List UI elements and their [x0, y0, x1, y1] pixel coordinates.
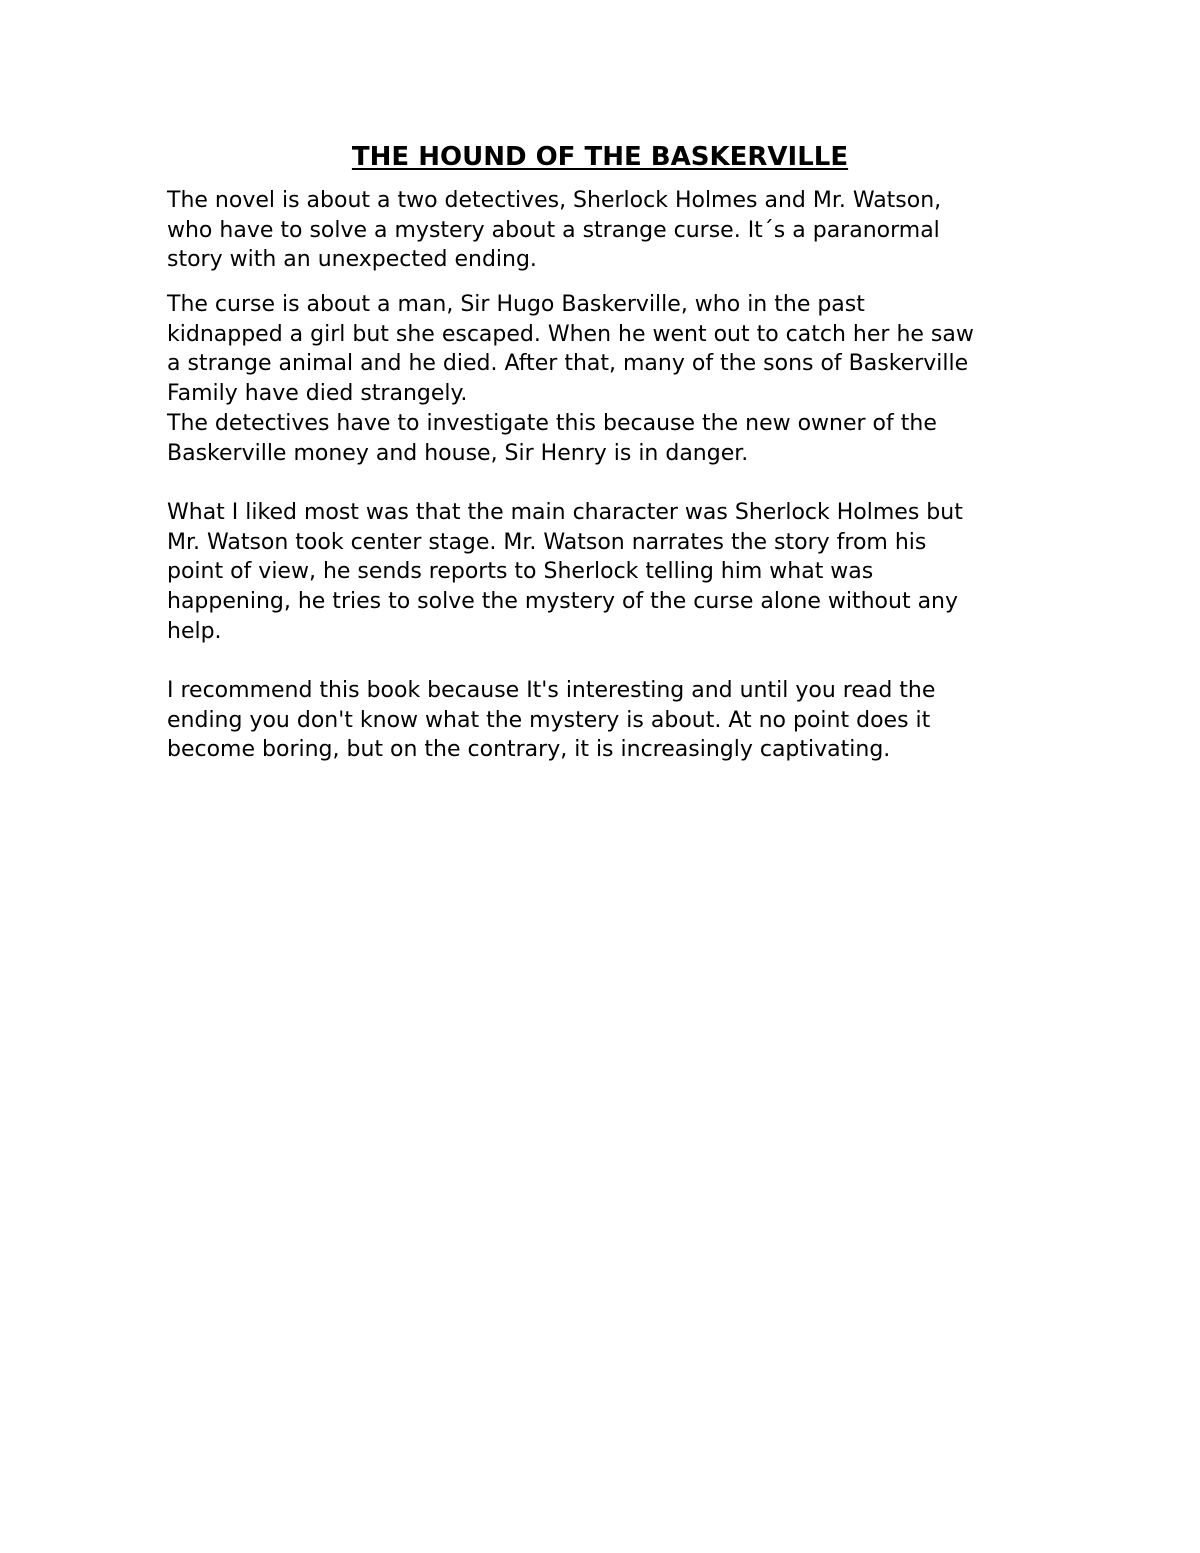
paragraph-line: I recommend this book because It's interesting and until you read the [167, 678, 936, 703]
paragraph-line: Family have died strangely. [167, 381, 468, 407]
paragraph-line: point of view, he sends reports to Sherlock telling him what was [167, 559, 874, 585]
paragraph-1 [167, 186, 1047, 275]
paragraph-line: kidnapped a girl but she escaped. When he went out to catch her he saw [167, 321, 974, 347]
paragraph-4 [167, 676, 1047, 765]
paragraph-line: become boring, but on the contrary, it is increasingly captivating. [167, 737, 891, 763]
paragraph-line: story with an unexpected ending. [167, 247, 537, 273]
paragraph-line: The detectives have to investigate this because the new owner of the [167, 410, 937, 436]
paragraph-line: ending you don't know what the mystery is about. At no point does it [167, 707, 931, 733]
document-title: THE HOUND OF THE BASKERVILLE [351, 142, 849, 172]
paragraph-2 [167, 290, 1047, 468]
paragraph-3 [167, 498, 1047, 646]
paragraph-line: The novel is about a two detectives, Sherlock Holmes and Mr. Watson, [167, 188, 942, 213]
paragraph-line: Baskerville money and house, Sir Henry is in danger. [167, 440, 749, 466]
paragraph-spacing [167, 646, 1047, 676]
paragraph-line: help. [167, 618, 222, 644]
paragraph-spacing [167, 275, 1047, 290]
paragraph-line: Mr. Watson took center stage. Mr. Watson narrates the story from his [167, 529, 927, 555]
paragraph-spacing [167, 468, 1047, 498]
paragraph-line: a strange animal and he died. After that, many of the sons of Baskerville [167, 351, 969, 377]
paragraph-line: The curse is about a man, Sir Hugo Baskerville, who in the past [167, 292, 865, 318]
paragraph-line: happening, he tries to solve the mystery of the curse alone without any [167, 588, 959, 614]
document-body [167, 186, 1047, 765]
paragraph-line: who have to solve a mystery about a strange curse. It´s a paranormal [167, 217, 940, 243]
paragraph-line: What I liked most was that the main character was Sherlock Holmes but [167, 499, 963, 525]
